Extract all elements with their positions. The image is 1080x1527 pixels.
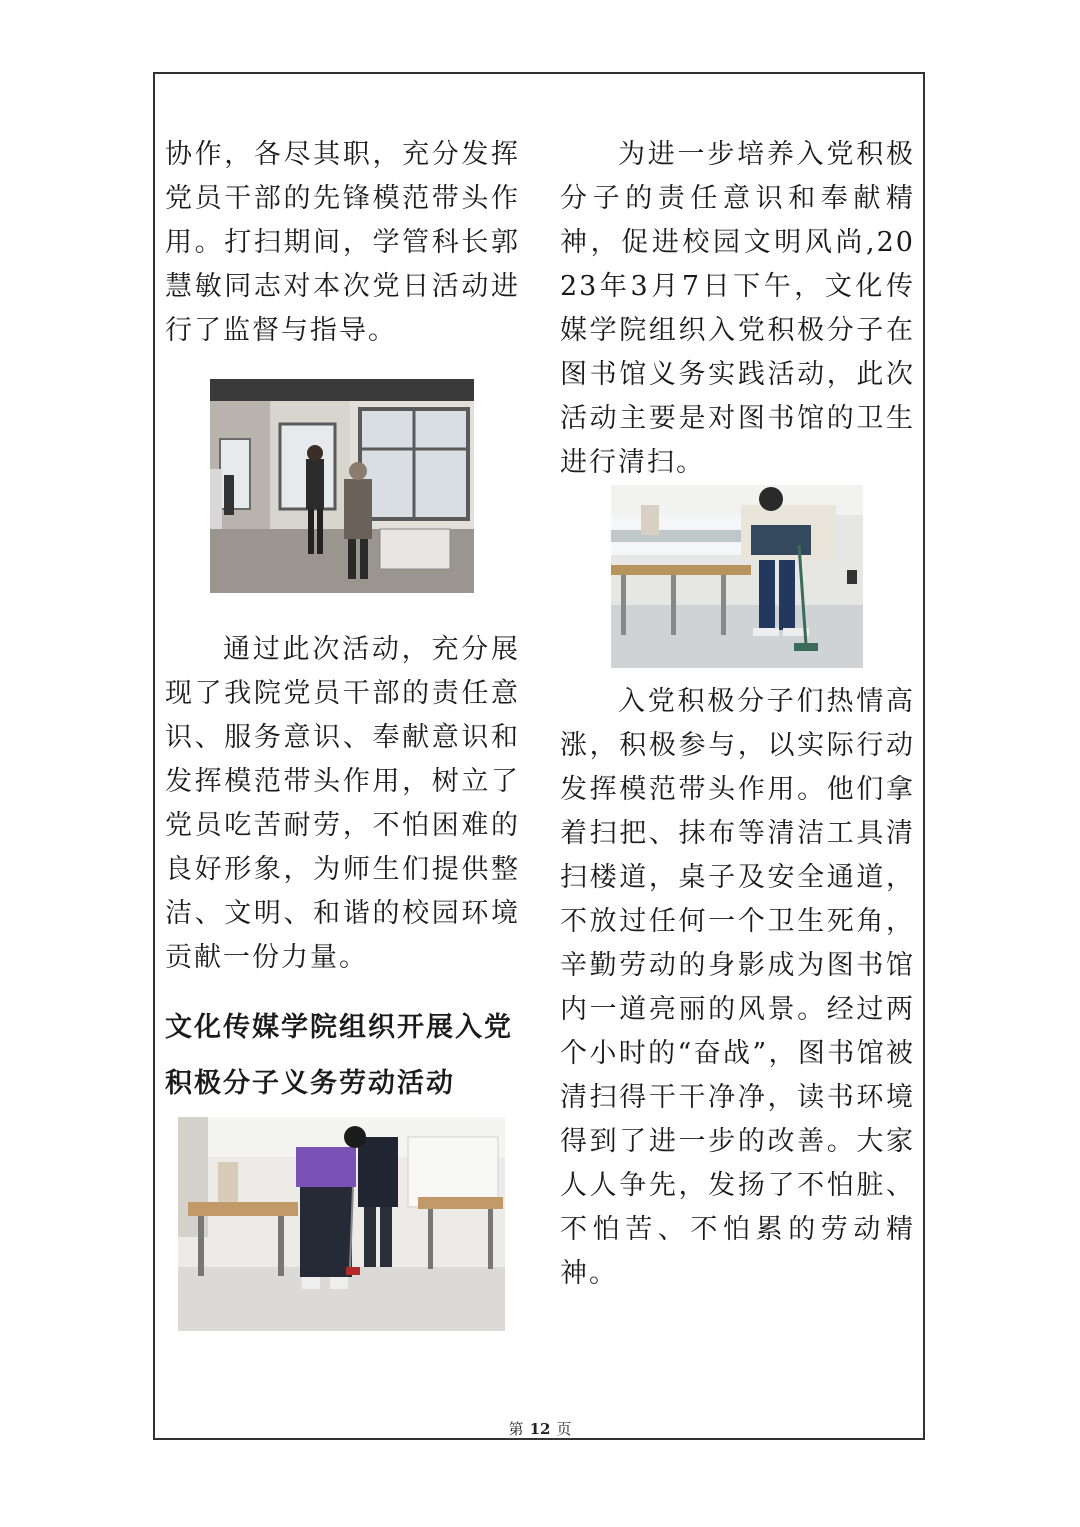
footer-prefix: 第 [508,1420,524,1438]
left-column [165,133,520,353]
page-number: 12 [529,1420,551,1438]
photo-library-sweeping [611,485,863,668]
page-footer [0,1418,1080,1439]
left-lower-text [165,628,520,980]
right-paragraph-1: 为进一步培养入党积极分子的责任意识和奉献精神，促进校园文明风尚,2023年3月7日下午，文化传媒学院组织入党积极分子在图书馆义务实践活动，此次活动主要是对图书馆的卫生进行清扫。 [560,139,915,478]
photo-corridor-inspection [210,379,474,593]
heading-line-2: 积极分子义务劳动活动 [165,1068,455,1099]
right-paragraph-2: 入党积极分子们热情高涨，积极参与，以实际行动发挥模范带头作用。他们拿着扫把、抹布等清洁工具清扫楼道，桌子及安全通道，不放过任何一个卫生死角，辛勤劳动的身影成为图书馆内一道亮丽的风景。经过两个小时的“奋战”，图书馆被清扫得干干净净，读书环境得到了进一步的改善。大家人人争先，发扬了不怕脏、不怕苦、不怕累的劳动精神。 [560,686,915,1289]
footer-suffix: 页 [556,1420,572,1438]
right-lower-text [560,680,915,1296]
left-paragraph-1: 协作，各尽其职，充分发挥党员干部的先锋模范带头作用。打扫期间，学管科长郭慧敏同志对本次党日活动进行了监督与指导。 [165,139,520,346]
right-column [560,133,915,485]
section-heading [165,1000,535,1112]
left-paragraph-2: 通过此次活动，充分展现了我院党员干部的责任意识、服务意识、奉献意识和发挥模范带头作用，树立了党员吃苦耐劳，不怕困难的良好形象，为师生们提供整洁、文明、和谐的校园环境贡献一份力量。 [165,634,520,973]
heading-line-1: 文化传媒学院组织开展入党 [165,1012,513,1043]
photo-classroom-cleaning [178,1117,505,1331]
